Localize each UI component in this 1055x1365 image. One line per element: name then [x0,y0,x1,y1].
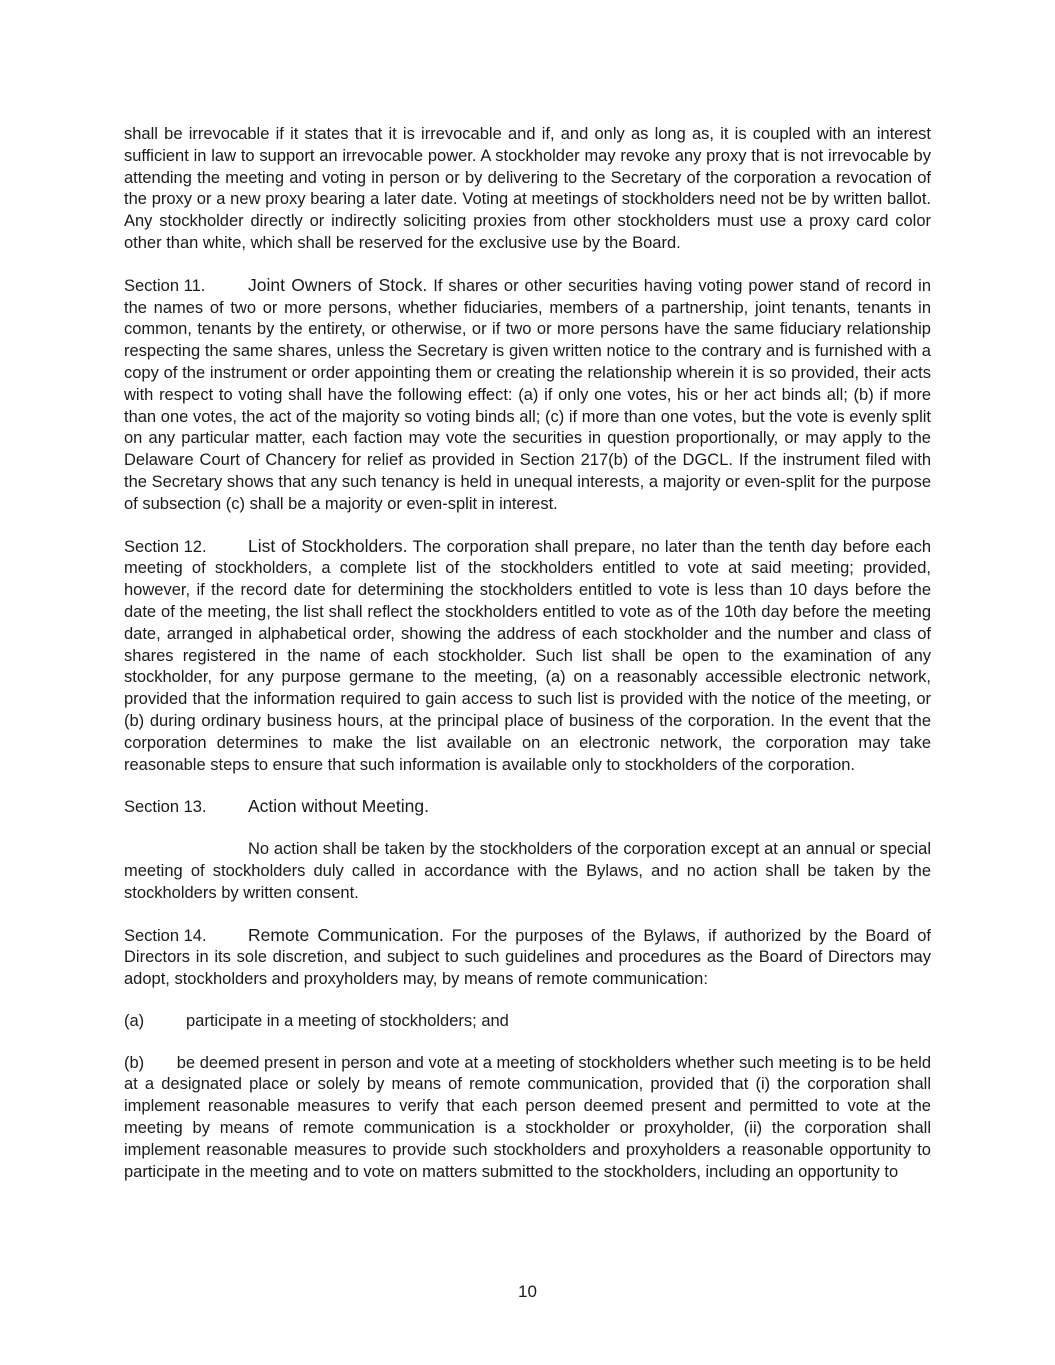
section-text: If shares or other securities having voting power stand of record in the names of two or more persons, whether fiduciaries, members of a partnership, joint tenants, tenants in common, tenants by the entirety, or otherwise, or if two or more persons have the same fiduciary relationship respecting the same shares, unless the Secretary is given written notice to the contrary and is furnished with a copy of the instrument or order appointing them or creating the relationship wherein it is so provided, their acts with respect to voting shall have the following effect: (a) if only one votes, his or her act binds all; (b) if more than one votes, the act of the majority so voting binds all; (c) if more than one votes, but the vote is evenly split on any particular matter, each faction may vote the securities in question proportionally, or may apply to the Delaware Court of Chancery for relief as provided in Section 217(b) of the DGCL. If the instrument filed with the Secretary shows that any such tenancy is held in unequal interests, a majority or even-split for the purpose of subsection (c) shall be a majority or even-split in interest. [124,276,932,513]
list-item-text: participate in a meeting of stockholders; and [186,1011,509,1030]
section-11 [124,275,931,516]
document-body [124,124,931,1203]
section-13-heading [124,796,931,819]
paragraph-proxy-continuation [124,124,931,255]
section-text: The corporation shall prepare, no later than the tenth day before each meeting of stockholders, a complete list of the stockholders entitled to vote at said meeting; provided, however, if the record date for determining the stockholders entitled to vote is less than 10 days before the date of the meeting, the list shall reflect the stockholders entitled to vote as of the 10th day before the meeting date, arranged in alphabetical order, showing the address of each stockholder and the number and class of shares registered in the name of each stockholder. Such list shall be open to the examination of any stockholder, for any purpose germane to the meeting, (a) on a reasonably accessible electronic network, provided that the information required to gain access to such list is provided with the notice of the meeting, or (b) during ordinary business hours, at the principal place of business of the corporation. In the event that the corporation determines to make the list available on an electronic network, the corporation may take reasonable steps to ensure that such information is available only to stockholders of the corporation. [124,537,932,774]
section-title: Remote Communication. [248,924,444,945]
section-13-body [124,839,931,904]
section-12 [124,536,931,777]
section-label: Section 11. [124,276,206,295]
list-item-b [124,1053,931,1184]
list-item-label: (a) [124,1011,145,1030]
page-number: 10 [518,1282,537,1301]
list-item-a [124,1011,931,1033]
section-14 [124,925,931,991]
section-label: Section 12. [124,537,207,556]
section-text: For the purposes of the Bylaws, if authorized by the Board of Directors in its sole discretion, and subject to such guidelines and procedures as the Board of Directors may adopt, stockholders and proxyholders may, by means of remote communication: [124,926,931,989]
paragraph-text: shall be irrevocable if it states that it is irrevocable and if, and only as long as, it is coupled with an interest sufficient in law to support an irrevocable power. A stockholder may revoke any proxy that is not irrevocable by attending the meeting and voting in person or by delivering to the Secretary of the corporation a revocation of the proxy or a new proxy bearing a later date. Voting at meetings of stockholders need not be by written ballot. Any stockholder directly or indirectly soliciting proxies from other stockholders must use a proxy card color other than white, which shall be reserved for the exclusive use by the Board. [124,125,931,252]
section-text: No action shall be taken by the stockholders of the corporation except at an annual or special meeting of stockholders duly called in accordance with the Bylaws, and no action shall be taken by the stockholders by written consent. [124,840,931,902]
list-item-label: (b) [124,1053,145,1072]
section-label: Section 14. [124,926,207,945]
section-label: Section 13. [124,798,207,817]
section-title: Joint Owners of Stock. [248,274,428,295]
list-item-text: be deemed present in person and vote at a meeting of stockholders whether such meeting is to be held at a designated place or solely by means of remote communication, provided that (i) the corporation shall implement reasonable measures to verify that each person deemed present and permitted to vote at the meeting by means of remote communication is a stockholder or proxyholder, (ii) the corporation shall implement reasonable measures to provide such stockholders and proxyholders a reasonable opportunity to participate in the meeting and to vote on matters submitted to the stockholders, including an opportunity to [124,1053,931,1181]
section-title: List of Stockholders. [248,535,408,556]
section-title: Action without Meeting. [248,796,429,817]
